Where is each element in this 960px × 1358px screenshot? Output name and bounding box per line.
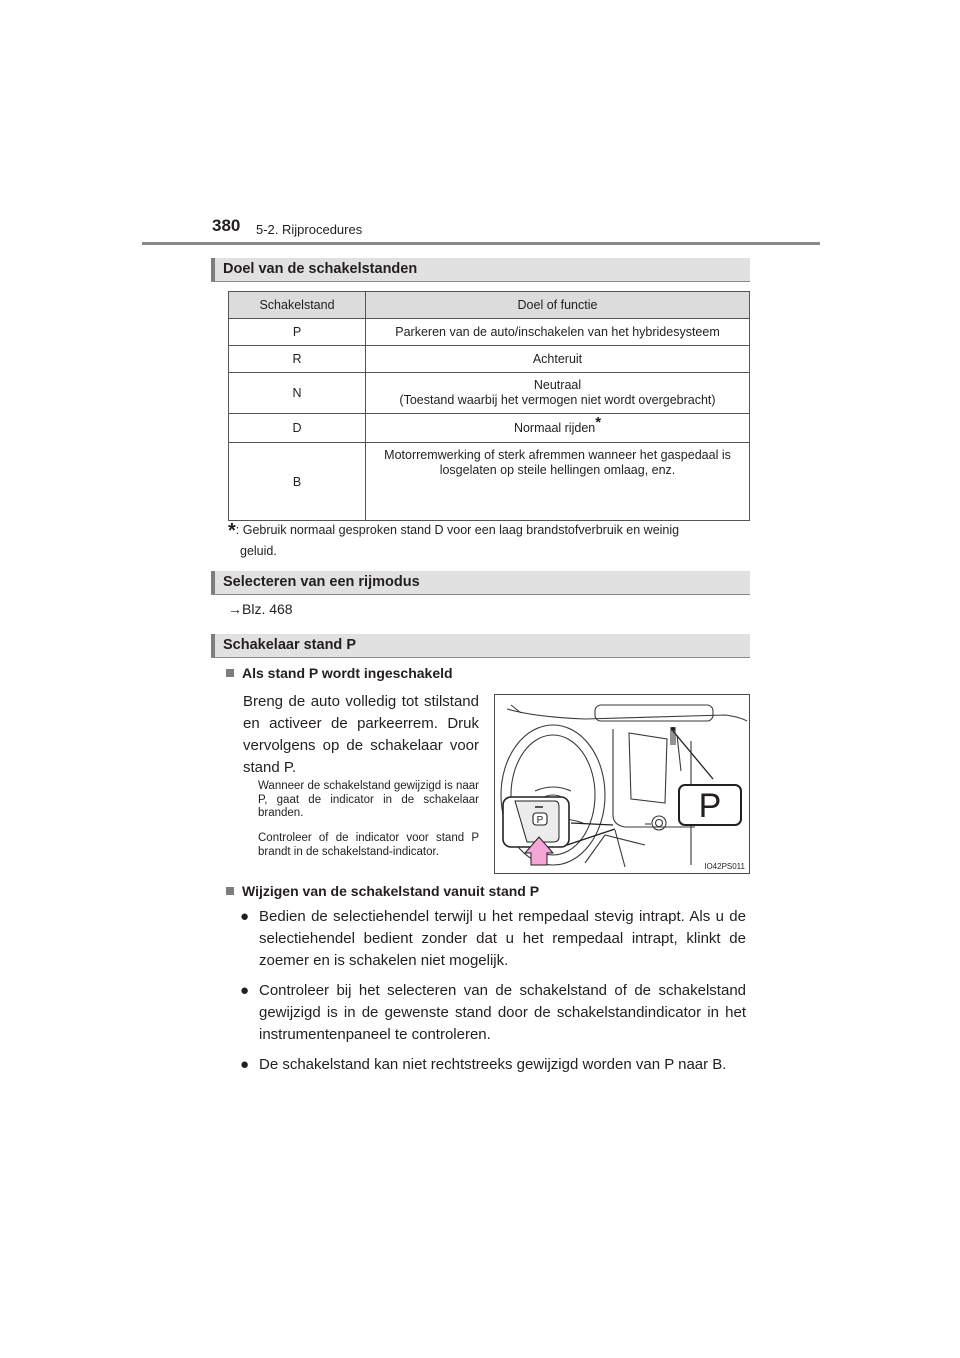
table-row — [229, 373, 750, 414]
footnote — [228, 520, 746, 561]
p-indicator-label: P — [698, 787, 722, 825]
cell-function-text: Normaal rijden — [513, 421, 596, 435]
cell-position: D — [229, 414, 366, 443]
table-row — [229, 319, 750, 346]
bullet-dot-icon: ● — [240, 982, 250, 999]
cell-function: Motorremwerking of sterk afremmen wanneer het gaspedaal is losgelaten op steile hellingen omlaag, enz. — [366, 443, 750, 521]
cell-function: Achteruit — [366, 346, 750, 373]
heading-p-switch-label: Schakelaar stand P — [223, 637, 356, 653]
heading-purpose-label: Doel van de schakelstanden — [223, 261, 418, 277]
table-row — [229, 346, 750, 373]
cell-position: N — [229, 373, 366, 414]
list-item: Bedien de selectiehendel terwijl u het rempedaal stevig intrapt. Als u de selectiehendel bedient zonder dat u het rempedaal intrapt, klinkt de zoemer en is schakelen niet mogelijk. — [259, 908, 746, 969]
cell-function — [366, 373, 750, 414]
shift-position-table — [228, 291, 750, 521]
section-title: 5-2. Rijprocedures — [256, 222, 363, 237]
table-row — [229, 414, 750, 443]
dashboard-drawing — [495, 695, 749, 873]
illustration-code: IO42PS011 — [704, 862, 745, 871]
column-header-function: Doel of functie — [366, 292, 750, 319]
column-header-position: Schakelstand — [229, 292, 366, 319]
header-rule — [142, 242, 820, 245]
bullet-dot-icon: ● — [240, 1056, 250, 1073]
cell-function-line2: (Toestand waarbij het vermogen niet wordt overgebracht) — [399, 393, 716, 407]
heading-drive-mode — [211, 571, 750, 595]
list-item: De schakelstand kan niet rechtstreeks gewijzigd worden van P naar B. — [259, 1056, 727, 1073]
square-bullet-icon — [226, 669, 234, 677]
list-item: Controleer bij het selecteren van de schakelstand of de schakelstand gewijzigd is in de gewenste stand door de schakelstandindicator in het instrumentenpaneel te controleren. — [259, 982, 746, 1043]
cell-position: P — [229, 319, 366, 346]
engage-instructions: Breng de auto volledig tot stilstand en activeer de parkeerrem. Druk vervolgens op de schakelaar voor stand P. — [243, 693, 479, 776]
cell-position: B — [229, 443, 366, 521]
heading-drive-mode-label: Selecteren van een rijmodus — [223, 574, 420, 590]
table-header-row — [229, 292, 750, 319]
bullet-dot-icon: ● — [240, 908, 250, 925]
page-reference: →Blz. 468 — [228, 601, 293, 617]
page-number: 380 — [212, 216, 241, 235]
square-bullet-icon — [226, 887, 234, 895]
heading-purpose — [211, 258, 750, 282]
footnote-text: : Gebruik normaal gesproken stand D voor een laag brandstofverbruik en weinig — [235, 523, 680, 537]
footnote-text-cont: geluid. — [240, 544, 277, 558]
cell-function — [366, 414, 750, 443]
p-switch-illustration — [494, 694, 750, 874]
engage-note-2: Controleer of de indicator voor stand P brandt in de schakelstand-indicator. — [258, 832, 479, 858]
cell-position: R — [229, 346, 366, 373]
subheading-change-from-p-label: Wijzigen van de schakelstand vanuit stand P — [242, 883, 540, 899]
subheading-engage-p-label: Als stand P wordt ingeschakeld — [242, 665, 453, 681]
p-button-label: P — [536, 815, 544, 826]
heading-p-switch — [211, 634, 750, 658]
cell-function: Parkeren van de auto/inschakelen van het hybridesysteem — [366, 319, 750, 346]
engage-note-1: Wanneer de schakelstand gewijzigd is naar P, gaat de indicator in de schakelaar branden. — [258, 780, 479, 819]
footnote-mark: * — [595, 413, 602, 431]
subheading-change-from-p — [226, 883, 539, 899]
subheading-engage-p — [226, 665, 453, 681]
cell-function-line1: Neutraal — [533, 378, 582, 392]
table-row — [229, 443, 750, 521]
footnote-star: * — [228, 520, 236, 542]
